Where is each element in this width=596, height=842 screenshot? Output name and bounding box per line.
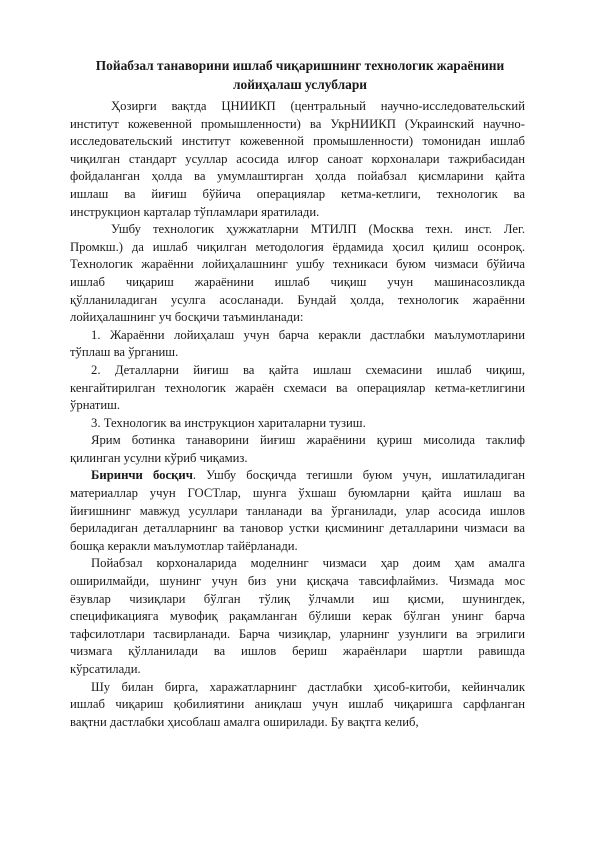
paragraph-line	[70, 186, 525, 204]
paragraph-line	[70, 380, 525, 398]
line-text: ишлаб чиқариш жараёнини ишлаб чиқиш учун машинасозликда	[70, 274, 525, 289]
paragraph	[70, 415, 525, 433]
line-text: Ушбу технологик ҳужжатларни МТИЛП (Москва техн. инст. Лег.	[111, 222, 525, 237]
paragraph-line	[70, 151, 525, 169]
paragraph-line	[70, 661, 525, 679]
line-text: ўрнатиш.	[70, 398, 121, 413]
line-text: лойиҳалашнинг уч босқичи таъминланади:	[70, 310, 304, 325]
paragraph-line	[70, 204, 525, 222]
line-text: бериладиган деталларнинг ва тановор устки қисмининг деталларини чизмаси ва	[70, 521, 525, 536]
paragraph-line	[70, 292, 525, 310]
line-text: йиғишнинг мавжуд усуллари танланади ва ўрганилади, улар асосида ишлов	[70, 503, 525, 518]
paragraph-line	[70, 608, 525, 626]
bold-lead: Биринчи босқич	[91, 468, 193, 483]
line-text: Пойабзал корхоналарида моделнинг чизмаси ҳар доим ҳам амалга	[91, 556, 525, 571]
paragraph-line	[70, 696, 525, 714]
paragraph-line	[70, 714, 525, 732]
paragraph-line	[70, 239, 525, 257]
line-text: Промкш.) да ишлаб чиқилган методология ёрдамида ҳосил қилиш осонроқ.	[70, 239, 525, 254]
paragraph	[70, 432, 525, 467]
paragraph-line	[70, 344, 525, 362]
line-text: Ярим ботинка танаворини йиғиш жараёнини қуриш мисолида таклиф	[91, 433, 525, 448]
line-text: вақтни дастлабки ҳисоблаш амалга оширилади. Бу вақтга келиб,	[70, 714, 419, 729]
paragraph-line	[70, 274, 525, 292]
paragraph-line	[70, 362, 525, 380]
paragraph-line	[70, 573, 525, 591]
paragraph-line	[70, 503, 525, 521]
line-text: ёзувлар чизиқлари бўлган тўлиқ ўлчамли иш қисми, шунингдек,	[70, 591, 525, 606]
paragraph-line	[70, 256, 525, 274]
line-text: Шу билан бирга, харажатларнинг дастлабки ҳисоб-китоби, кейинчалик	[91, 679, 525, 694]
line-text: кўрсатилади.	[70, 662, 141, 676]
paragraph-line	[70, 450, 525, 468]
title-line: лойиҳалаш услублари	[233, 77, 367, 92]
paragraph-line	[70, 98, 525, 116]
paragraph	[70, 98, 525, 221]
paragraph	[70, 362, 525, 415]
paragraph-line	[70, 432, 525, 450]
paragraph	[70, 679, 525, 732]
paragraph-line	[70, 327, 525, 345]
line-text: 1. Жараённи лойиҳалаш учун барча керакли дастлабки маълумотларини	[91, 327, 525, 342]
line-text: 3. Технологик ва инструкцион хариталарни тузиш.	[91, 415, 366, 430]
line-text: институт кожевенной промышленности) ва УкрНИИКП (Украинский научно-	[70, 116, 525, 131]
line-text: исследовательский институт кожевенной промышленности) томонидан ишлаб	[70, 134, 525, 149]
title-line: Пойабзал танаворини ишлаб чиқаришнинг технологик жараёнини	[95, 58, 505, 73]
paragraph-line	[70, 116, 525, 134]
paragraph-line	[70, 626, 525, 644]
paragraph	[70, 467, 525, 555]
paragraph-line	[70, 221, 525, 239]
line-text: тафсилотлари тасвирланади. Барча чизиқлар, уларнинг узунлиги ва эгрилиги	[70, 626, 525, 641]
line-text: тўплаш ва ўрганиш.	[70, 345, 179, 360]
line-text: Технологик жараённи лойиҳалашнинг ушбу техникаси буюм чизмаси бўйича	[70, 257, 525, 272]
paragraph-line	[70, 555, 525, 573]
paragraph-line	[70, 168, 525, 186]
paragraph-line	[70, 467, 525, 485]
paragraph-line	[70, 538, 525, 556]
line-text: бошқа керакли маълумотлар тайёрланади.	[70, 538, 298, 553]
line-text: 2. Деталларни йиғиш ва қайта ишлаш схемасини ишлаб чиқиш,	[91, 362, 525, 377]
paragraph-line	[70, 485, 525, 503]
paragraph	[70, 221, 525, 327]
line-text: оширилмайди, шунинг учун биз уни қисқача тавсифлаймиз. Чизмада мос	[70, 574, 525, 589]
line-text: қилинган усулни кўриб чиқамиз.	[70, 450, 248, 465]
paragraph-line	[70, 679, 525, 697]
line-text: ишлаш ва йиғиш бўйича операциялар кетма-кетлиги, технологик ва	[70, 186, 525, 201]
line-text: инструкцион карталар тўпламлари яратилади.	[70, 204, 320, 219]
line-text: фойдаланган ҳолда ва умумлаштирган ҳолда пойабзал қисмларини қайта	[70, 169, 525, 184]
line-text: Ҳозирги вақтда ЦНИИКП (центральный научно-исследовательский	[111, 99, 525, 113]
line-text: спецификацияга мувофиқ рақамланган бўлиши керак бўлган унинг барча	[70, 609, 525, 624]
line-text: ишлаб чиқариш қобилиятини аниқлаш учун ишлаб чиқаришга сарфланган	[70, 697, 525, 712]
paragraph-line	[70, 133, 525, 151]
line-text: кенгайтирилган технологик жараён схемаси ва операциялар кетма-кетлигини	[70, 380, 525, 395]
line-text: чиқилган стандарт усуллар асосида илғор саноат корхоналари тажрибасидан	[70, 151, 525, 166]
paragraph-line	[70, 591, 525, 609]
paragraph-line	[70, 309, 525, 327]
line-text: қўлланиладиган усулга асосланади. Бундай ҳолда, технологик жараённи	[70, 292, 525, 307]
paragraph-line	[70, 415, 525, 433]
paragraph	[70, 327, 525, 362]
line-text: . Ушбу босқичда тегишли буюм учун, ишлатиладиган	[192, 468, 525, 483]
paragraph-line	[70, 520, 525, 538]
line-text: чизмага қўлланилади ва ишлов бериш жараёнлари шартли равишда	[70, 644, 525, 659]
paragraph	[70, 555, 525, 678]
paragraph-line	[70, 397, 525, 415]
document-body	[70, 98, 525, 731]
paragraph-line	[70, 643, 525, 661]
line-text: материаллар учун ГОСТлар, шунга ўхшаш буюмларни қайта ишлаш ва	[70, 486, 525, 501]
document-title	[95, 56, 505, 94]
